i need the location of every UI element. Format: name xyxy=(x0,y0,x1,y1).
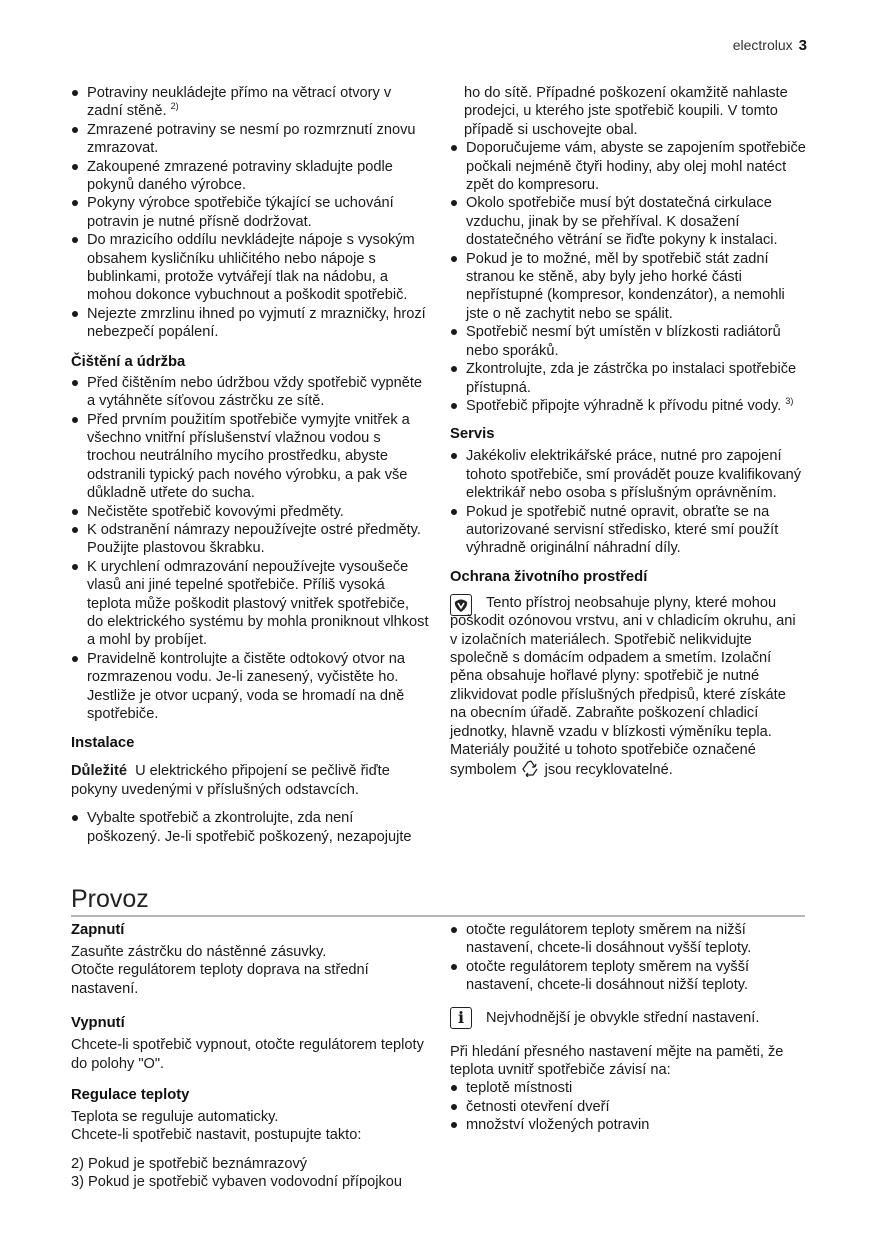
right-column-bottom xyxy=(450,921,806,1135)
info-note xyxy=(450,1007,806,1033)
footnote-2: 2) Pokud je spotřebič beznámrazový xyxy=(71,1155,308,1172)
install-bullets-cont xyxy=(450,139,806,415)
continuation-text: ho do sítě. Případné poškození okamžitě nahlaste prodejci, u kterého jste spotřebič koupili. V tomto případě si uschovejte obal. xyxy=(464,85,788,138)
page-header xyxy=(733,36,807,55)
install-heading: Instalace xyxy=(71,735,135,752)
list-item: Pokud je to možné, měl by spotřebič stát zadní stranou ke stěně, aby byly jeho horké části nepřístupné (kompresor, kondenzátor), a nemohli jste o ně zachytit nebo se spálit. xyxy=(450,250,806,324)
left-column-top xyxy=(71,84,429,846)
switch-on-heading: Zapnutí xyxy=(71,922,125,938)
list-item: Zkontrolujte, zda je zástrčka po instalaci spotřebiče přístupná. xyxy=(450,360,806,397)
list-item: otočte regulátorem teploty směrem na nižší nastavení, chcete-li dosáhnout vyšší teploty. xyxy=(450,921,806,958)
footnote-ref: 2) xyxy=(170,101,179,112)
environment-block xyxy=(450,594,806,780)
switch-on-text-2: Otočte regulátorem teploty doprava na střední nastavení. xyxy=(71,962,369,997)
recycle-icon xyxy=(521,759,541,777)
list-item: množství vložených potravin xyxy=(450,1116,806,1134)
footnote-3: 3) Pokud je spotřebič vybaven vodovodní přípojkou xyxy=(71,1174,402,1191)
list-item: Spotřebič připojte výhradně k přívodu pitné vody. $^{3)}$ xyxy=(450,397,806,415)
list-item: Doporučujeme vám, abyste se zapojením spotřebiče počkali nejméně čtyři hodiny, aby olej mohl natéct zpět do kompresoru. xyxy=(450,139,806,194)
install-bullets xyxy=(71,809,429,846)
list-item: Pokyny výrobce spotřebiče týkající se uchování potravin je nutné přísně dodržovat. xyxy=(71,194,429,231)
brand-name: electrolux xyxy=(732,37,793,53)
important-label: Důležité xyxy=(71,763,127,780)
service-bullets xyxy=(450,447,806,557)
list-item: Nečistěte spotřebič kovovými předměty. xyxy=(71,503,429,521)
right-column-top xyxy=(450,84,806,780)
switch-off-heading: Vypnutí xyxy=(71,1015,125,1032)
list-item: Potraviny neukládejte přímo na větrací otvory v zadní stěně. $^{2)}$ xyxy=(71,84,429,121)
list-item: Před prvním použitím spotřebiče vymyjte vnitřek a všechno vnitřní příslušenství vlažnou vodou s trochou neutrálního mycího prostředku, abyste odstranili typický pach nového výrobku, a pak vše důkladně utřete do sucha. xyxy=(71,411,429,503)
cleaning-bullets xyxy=(71,374,429,724)
temperature-text-2: Chcete-li spotřebič nastavit, postupujte takto: xyxy=(71,1127,362,1144)
list-item: teplotě místnosti xyxy=(450,1079,806,1097)
recycling-info-icon xyxy=(450,594,472,616)
section-title: Provoz xyxy=(71,884,805,917)
list-item: Nejezte zmrzlinu ihned po vyjmutí z mrazničky, hrozí nebezpečí popálení. xyxy=(71,305,429,342)
page-number: 3 xyxy=(798,37,807,54)
list-item: K urychlení odmrazování nepoužívejte vysoušeče vlasů ani jiné tepelné spotřebiče. Příliš vysoká teplota může poškodit plastový vnitřek spotřebiče, do elektrického systému by mohla proniknout vlhkost a mohl by probíjet. xyxy=(71,558,429,650)
list-item: Pokud je spotřebič nutné opravit, obraťte se na autorizované servisní středisko, které smí použít výhradně originální náhradní díly. xyxy=(450,503,806,558)
environment-heading: Ochrana životního prostředí xyxy=(450,568,648,585)
list-item: Před čištěním nebo údržbou vždy spotřebič vypněte a vytáhněte síťovou zástrčku ze sítě. xyxy=(71,374,429,411)
list-item: Vybalte spotřebič a zkontrolujte, zda není poškozený. Je-li spotřebič poškozený, nezapojujte xyxy=(71,809,429,846)
switch-off-text: Chcete-li spotřebič vypnout, otočte regulátorem teploty do polohy "O". xyxy=(71,1037,424,1072)
switch-on-text-1: Zasuňte zástrčku do nástěnné zásuvky. xyxy=(71,944,327,960)
list-item: Okolo spotřebiče musí být dostatečná cirkulace vzduchu, jinak by se přehříval. K dosažení dostatečného větrání se řiďte pokyny k instalaci. xyxy=(450,194,806,249)
info-icon: i xyxy=(450,1007,472,1029)
footnote-ref: 3) xyxy=(785,396,794,407)
info-text: Nejvhodnější je obvykle střední nastavení. xyxy=(486,1009,760,1026)
list-item: Pravidelně kontrolujte a čistěte odtokový otvor na rozmrazenou vodu. Je-li zanesený, vyčistěte ho. Jestliže je otvor ucpaný, voda se hromadí na dně spotřebiče. xyxy=(71,650,429,724)
settings-intro: Při hledání přesného nastavení mějte na paměti, že teplota uvnitř spotřebiče závisí na: xyxy=(450,1043,784,1079)
temperature-text-1: Teplota se reguluje automaticky. xyxy=(71,1109,279,1126)
list-item: otočte regulátorem teploty směrem na vyšší nastavení, chcete-li dosáhnout nižší teploty. xyxy=(450,958,806,995)
environment-text: Tento přístroj neobsahuje plyny, které mohou poškodit ozónovou vrstvu, ani v chladicím okruhu, ani v izolačních materiálech. Spotřebič nelikvidujte společně s domácím odpadem a smetím. Izolační pěna obsahuje hořlavé plyny: spotřebič je nutné zlikvidovat podle příslušných předpisů, které získáte na obecním úřadě. Zabraňte poškození chladicí jednotky, hlavně vzadu v blízkosti výměníku tepla. Materiály použité u tohoto spotřebiče označené symbolem jsou recyklovatelné. xyxy=(450,594,796,779)
storage-bullets xyxy=(71,84,429,342)
list-item: četnosti otevření dveří xyxy=(450,1098,806,1116)
service-heading: Servis xyxy=(450,426,495,443)
cleaning-heading: Čištění a údržba xyxy=(71,353,186,370)
factor-bullets xyxy=(450,1079,806,1134)
left-column-bottom xyxy=(71,921,441,1192)
list-item: Zmrazené potraviny se nesmí po rozmrznutí znovu zmrazovat. xyxy=(71,121,429,158)
important-note xyxy=(71,762,429,799)
list-item: Do mrazicího oddílu nevkládejte nápoje s vysokým obsahem kysličníku uhličitého nebo nápoje s bublinkami, protože vytvářejí tlak na nádobu, a mohou dokonce vybuchnout a poškodit spotřebič. xyxy=(71,231,429,305)
list-item: K odstranění námrazy nepoužívejte ostré předměty. Použijte plastovou škrabku. xyxy=(71,521,429,558)
temperature-heading: Regulace teploty xyxy=(71,1087,190,1104)
important-text: U elektrického připojení se pečlivě řiďte pokyny uvedenými v příslušných odstavcích. xyxy=(71,763,390,798)
temperature-bullets xyxy=(450,921,806,995)
list-item: Spotřebič nesmí být umístěn v blízkosti radiátorů nebo sporáků. xyxy=(450,323,806,360)
list-item: Jakékoliv elektrikářské práce, nutné pro zapojení tohoto spotřebiče, smí provádět pouze kvalifikovaný elektrikář nebo osoba s příslušným oprávněním. xyxy=(450,447,806,502)
list-item: Zakoupené zmrazené potraviny skladujte podle pokynů daného výrobce. xyxy=(71,158,429,195)
